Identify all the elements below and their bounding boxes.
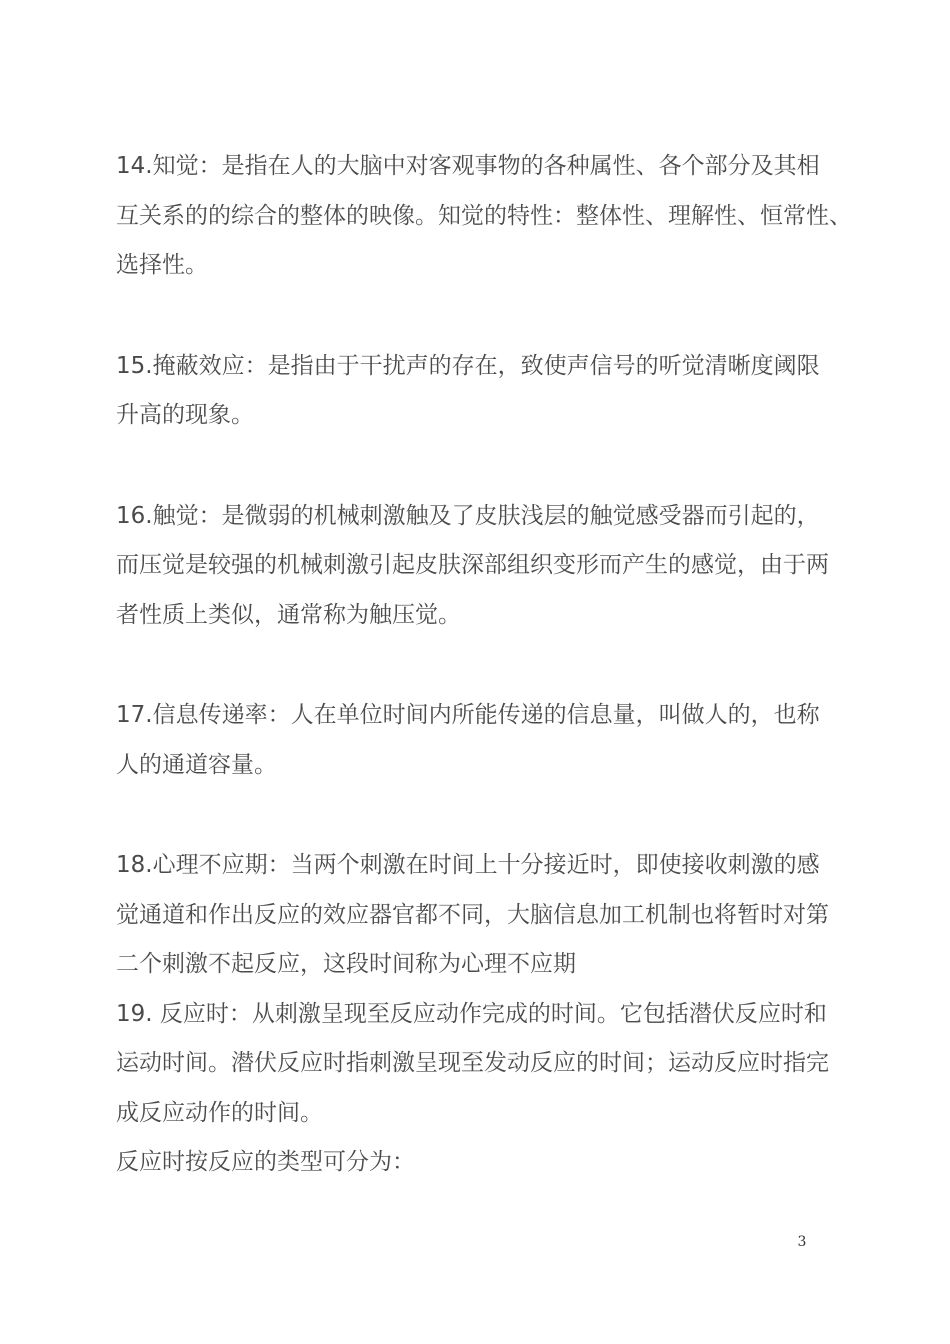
document-body (116, 142, 852, 1188)
text-line: 互关系的的综合的整体的映像。知觉的特性：整体性、理解性、恒常性、 (116, 202, 852, 229)
text-line: 觉通道和作出反应的效应器官都不同，大脑信息加工机制也将暂时对第 (116, 901, 829, 928)
paragraph-19-reaction-time (116, 990, 852, 1139)
text-line: 升高的现象。 (116, 402, 254, 428)
paragraph-17-information-rate (116, 691, 852, 790)
text-line: 18.心理不应期：当两个刺激在时间上十分接近时，即使接收刺激的感 (116, 852, 820, 878)
page-number: 3 (797, 1234, 807, 1250)
text-line: 者性质上类似，通常称为触压觉。 (116, 601, 461, 628)
text-line: 人的通道容量。 (116, 751, 277, 778)
text-line: 选择性。 (116, 252, 208, 278)
paragraph-gap (116, 441, 852, 492)
text-line: 二个刺激不起反应，这段时间称为心理不应期 (116, 951, 576, 977)
paragraph-14-perception (116, 142, 852, 291)
paragraph-gap (116, 640, 852, 691)
paragraph-gap (116, 291, 852, 342)
text-line: 成反应动作的时间。 (116, 1099, 323, 1126)
paragraph-16-touch (116, 492, 852, 641)
paragraph-15-masking-effect (116, 342, 852, 441)
paragraph-18-refractory-period (116, 841, 852, 990)
text-line: 15.掩蔽效应：是指由于干扰声的存在，致使声信号的听觉清晰度阈限 (116, 352, 820, 379)
text-line: 而压觉是较强的机械刺激引起皮肤深部组织变形而产生的感觉，由于两 (116, 552, 829, 578)
paragraph-reaction-types (116, 1138, 852, 1188)
text-line: 19. 反应时：从刺激呈现至反应动作完成的时间。它包括潜伏反应时和 (116, 1000, 827, 1027)
text-line: 反应时按反应的类型可分为： (116, 1149, 415, 1175)
text-line: 16.触觉：是微弱的机械刺激触及了皮肤浅层的触觉感受器而引起的， (116, 502, 820, 529)
paragraph-gap (116, 790, 852, 841)
text-line: 14.知觉：是指在人的大脑中对客观事物的各种属性、各个部分及其相 (116, 153, 820, 179)
text-line: 17.信息传递率：人在单位时间内所能传递的信息量，叫做人的，也称 (116, 702, 820, 728)
text-line: 运动时间。潜伏反应时指刺激呈现至发动反应的时间；运动反应时指完 (116, 1050, 829, 1076)
